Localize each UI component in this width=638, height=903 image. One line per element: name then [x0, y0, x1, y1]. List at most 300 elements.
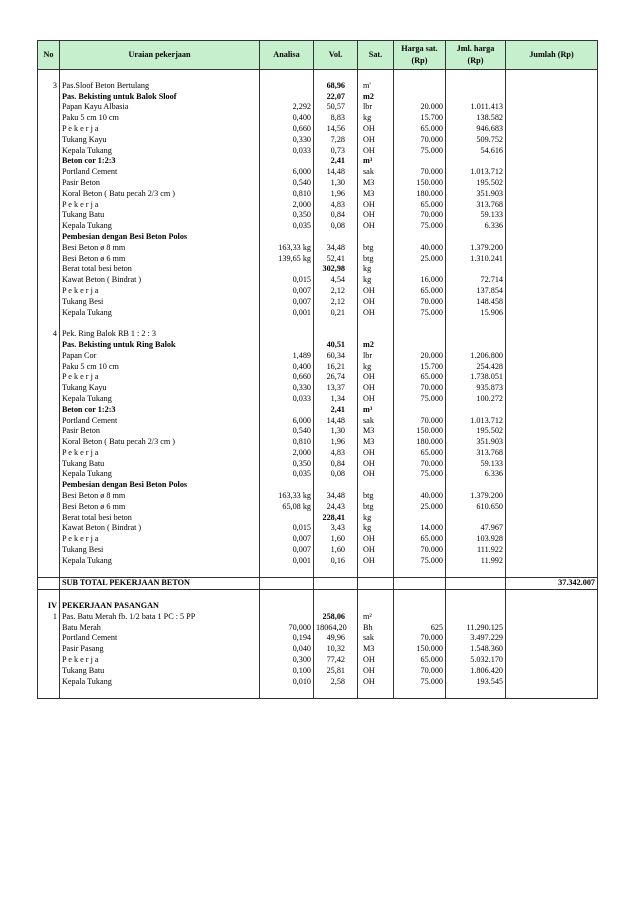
- row-total: [506, 340, 598, 351]
- table-row: [38, 124, 598, 135]
- row-number: [38, 232, 60, 243]
- row-unit-price: 40.000: [394, 491, 446, 502]
- row-description: SUB TOTAL PEKERJAAN BETON: [60, 578, 260, 590]
- row-unit-price: 70.000: [394, 416, 446, 427]
- row-volume: [314, 70, 358, 81]
- row-unit: [358, 329, 394, 340]
- row-unit-price: 75.000: [394, 469, 446, 480]
- row-unit: OH: [358, 534, 394, 545]
- row-unit: kg: [358, 362, 394, 373]
- row-number: [38, 70, 60, 81]
- row-amount: 313.768: [446, 448, 506, 459]
- row-description: Kepala Tukang: [60, 469, 260, 480]
- row-unit: btg: [358, 502, 394, 513]
- row-volume: 18064,20: [314, 623, 358, 634]
- row-volume: 4,54: [314, 275, 358, 286]
- row-number: [38, 469, 60, 480]
- row-analysis: 0,007: [260, 534, 314, 545]
- row-unit: Bh: [358, 623, 394, 634]
- row-unit: [358, 687, 394, 698]
- row-total: [506, 405, 598, 416]
- row-unit: M3: [358, 644, 394, 655]
- table-row: [38, 156, 598, 167]
- row-amount: [446, 513, 506, 524]
- row-total: [506, 513, 598, 524]
- header-no: No: [38, 41, 60, 70]
- row-volume: 2,58: [314, 677, 358, 688]
- row-amount: [446, 480, 506, 491]
- row-unit-price: 15.700: [394, 113, 446, 124]
- row-total: [506, 437, 598, 448]
- row-number: [38, 113, 60, 124]
- row-unit-price: 70.000: [394, 210, 446, 221]
- table-row: [38, 210, 598, 221]
- row-volume: 24,43: [314, 502, 358, 513]
- table-row: [38, 655, 598, 666]
- row-unit: OH: [358, 666, 394, 677]
- row-description: Tukang Kayu: [60, 135, 260, 146]
- row-analysis: 2,000: [260, 200, 314, 211]
- table-row: [38, 329, 598, 340]
- row-unit-price: 180.000: [394, 437, 446, 448]
- row-unit: [358, 480, 394, 491]
- row-analysis: 6,000: [260, 167, 314, 178]
- row-analysis: 0,035: [260, 469, 314, 480]
- table-row: [38, 81, 598, 92]
- row-unit: [358, 232, 394, 243]
- row-number: [38, 92, 60, 103]
- row-amount: 3.497.229: [446, 633, 506, 644]
- row-amount: 1.310.241: [446, 254, 506, 265]
- row-unit: btg: [358, 254, 394, 265]
- table-row: [38, 633, 598, 644]
- cost-table: [37, 40, 598, 699]
- row-analysis: [260, 70, 314, 81]
- row-analysis: [260, 590, 314, 601]
- row-volume: 0,08: [314, 221, 358, 232]
- row-unit: OH: [358, 297, 394, 308]
- row-description: [60, 567, 260, 578]
- row-number: [38, 491, 60, 502]
- row-unit: OH: [358, 459, 394, 470]
- row-volume: 52,41: [314, 254, 358, 265]
- table-row: [38, 416, 598, 427]
- row-analysis: [260, 92, 314, 103]
- row-unit-price: 75.000: [394, 221, 446, 232]
- row-unit-price: 16.000: [394, 275, 446, 286]
- row-unit-price: 70.000: [394, 135, 446, 146]
- row-description: Portland Cement: [60, 167, 260, 178]
- row-unit-price: [394, 612, 446, 623]
- row-amount: 1.013.712: [446, 167, 506, 178]
- row-analysis: 0,015: [260, 523, 314, 534]
- row-description: Paku 5 cm 10 cm: [60, 362, 260, 373]
- header-unit-price: [394, 41, 446, 70]
- row-analysis: 0,540: [260, 426, 314, 437]
- row-unit-price: 625: [394, 623, 446, 634]
- row-analysis: 0,010: [260, 677, 314, 688]
- row-volume: 1,30: [314, 178, 358, 189]
- row-analysis: [260, 340, 314, 351]
- row-total: [506, 502, 598, 513]
- table-row: [38, 135, 598, 146]
- row-amount: 103.928: [446, 534, 506, 545]
- row-amount: 195.502: [446, 426, 506, 437]
- row-number: [38, 459, 60, 470]
- row-total: [506, 601, 598, 612]
- row-amount: 254.428: [446, 362, 506, 373]
- row-description: Portland Cement: [60, 633, 260, 644]
- row-analysis: 0,660: [260, 372, 314, 383]
- row-description: Pembesian dengan Besi Beton Polos: [60, 232, 260, 243]
- table-row: [38, 394, 598, 405]
- row-analysis: [260, 513, 314, 524]
- row-unit: btg: [358, 243, 394, 254]
- row-amount: [446, 405, 506, 416]
- row-description: Tukang Batu: [60, 666, 260, 677]
- header-unit-price-line2: (Rp): [411, 56, 428, 65]
- row-amount: 1.806.420: [446, 666, 506, 677]
- row-total: [506, 677, 598, 688]
- row-unit-price: [394, 687, 446, 698]
- row-number: [38, 405, 60, 416]
- row-description: Besi Beton ø 6 mm: [60, 502, 260, 513]
- row-unit: [358, 318, 394, 329]
- row-amount: 351.903: [446, 189, 506, 200]
- row-number: [38, 426, 60, 437]
- row-unit: OH: [358, 286, 394, 297]
- row-amount: [446, 340, 506, 351]
- row-unit-price: 20.000: [394, 102, 446, 113]
- row-total: [506, 200, 598, 211]
- row-unit: kg: [358, 275, 394, 286]
- row-amount: 1.548.360: [446, 644, 506, 655]
- row-amount: 15.906: [446, 308, 506, 319]
- row-total: [506, 448, 598, 459]
- row-volume: 2,41: [314, 156, 358, 167]
- row-description: Tukang Besi: [60, 545, 260, 556]
- row-number: [38, 644, 60, 655]
- row-unit: [358, 590, 394, 601]
- row-amount: [446, 567, 506, 578]
- row-volume: 258,06: [314, 612, 358, 623]
- row-analysis: 0,330: [260, 383, 314, 394]
- row-analysis: 0,540: [260, 178, 314, 189]
- row-unit-price: 65.000: [394, 286, 446, 297]
- row-volume: 4,83: [314, 448, 358, 459]
- row-unit-price: [394, 92, 446, 103]
- row-unit-price: [394, 513, 446, 524]
- row-amount: 351.903: [446, 437, 506, 448]
- row-total: [506, 426, 598, 437]
- table-row: [38, 513, 598, 524]
- table-row: [38, 340, 598, 351]
- row-volume: 10,32: [314, 644, 358, 655]
- row-analysis: 0,007: [260, 545, 314, 556]
- row-description: P e k e r j a: [60, 124, 260, 135]
- table-row: [38, 437, 598, 448]
- row-amount: 1.379.200: [446, 491, 506, 502]
- row-analysis: 0,007: [260, 297, 314, 308]
- row-amount: 195.502: [446, 178, 506, 189]
- row-description: Tukang Batu: [60, 459, 260, 470]
- row-unit-price: 70.000: [394, 633, 446, 644]
- row-total: [506, 318, 598, 329]
- row-volume: 77,42: [314, 655, 358, 666]
- row-number: [38, 254, 60, 265]
- table-row: [38, 297, 598, 308]
- row-volume: 0,73: [314, 146, 358, 157]
- row-unit: m³: [358, 405, 394, 416]
- row-volume: 3,43: [314, 523, 358, 534]
- row-unit-price: 15.700: [394, 362, 446, 373]
- row-analysis: [260, 156, 314, 167]
- row-unit-price: 150.000: [394, 178, 446, 189]
- row-unit-price: 75.000: [394, 146, 446, 157]
- table-row: [38, 448, 598, 459]
- row-number: [38, 308, 60, 319]
- row-description: Besi Beton ø 6 mm: [60, 254, 260, 265]
- row-description: Papan Cor: [60, 351, 260, 362]
- row-unit-price: 25.000: [394, 254, 446, 265]
- row-description: Portland Cement: [60, 416, 260, 427]
- row-volume: 14,48: [314, 416, 358, 427]
- row-volume: 13,37: [314, 383, 358, 394]
- row-analysis: 6,000: [260, 416, 314, 427]
- row-amount: 935.873: [446, 383, 506, 394]
- row-unit-price: 40.000: [394, 243, 446, 254]
- row-volume: 2,12: [314, 297, 358, 308]
- row-volume: 228,41: [314, 513, 358, 524]
- row-total: [506, 480, 598, 491]
- table-row: [38, 362, 598, 373]
- row-total: [506, 469, 598, 480]
- table-row: [38, 677, 598, 688]
- row-unit-price: [394, 405, 446, 416]
- row-unit-price: [394, 590, 446, 601]
- row-total: [506, 70, 598, 81]
- row-amount: [446, 687, 506, 698]
- row-analysis: 0,015: [260, 275, 314, 286]
- row-analysis: 0,100: [260, 666, 314, 677]
- row-description: P e k e r j a: [60, 372, 260, 383]
- row-unit: sak: [358, 416, 394, 427]
- row-unit: kg: [358, 523, 394, 534]
- row-total: [506, 275, 598, 286]
- row-unit: m2: [358, 340, 394, 351]
- row-total: [506, 491, 598, 502]
- row-unit: OH: [358, 556, 394, 567]
- row-analysis: 139,65 kg: [260, 254, 314, 265]
- row-amount: 1.206.800: [446, 351, 506, 362]
- row-analysis: 0,194: [260, 633, 314, 644]
- row-volume: [314, 567, 358, 578]
- row-total: [506, 590, 598, 601]
- blank-row: [38, 590, 598, 601]
- row-analysis: 1,489: [260, 351, 314, 362]
- row-amount: 610.650: [446, 502, 506, 513]
- row-total: [506, 210, 598, 221]
- row-unit-price: [394, 567, 446, 578]
- table-row: [38, 221, 598, 232]
- row-total: [506, 92, 598, 103]
- row-analysis: [260, 405, 314, 416]
- row-unit: kg: [358, 264, 394, 275]
- row-volume: 8,83: [314, 113, 358, 124]
- table-row: [38, 232, 598, 243]
- row-description: Pas. Batu Merah fb. 1/2 bata 1 PC : 5 PP: [60, 612, 260, 623]
- row-total: [506, 372, 598, 383]
- row-description: Kawat Beton ( Bindrat ): [60, 523, 260, 534]
- row-amount: 47.967: [446, 523, 506, 534]
- row-number: 4: [38, 329, 60, 340]
- row-unit-price: 75.000: [394, 677, 446, 688]
- row-analysis: 0,040: [260, 644, 314, 655]
- row-unit-price: [394, 480, 446, 491]
- row-unit-price: 180.000: [394, 189, 446, 200]
- row-volume: 0,21: [314, 308, 358, 319]
- row-volume: 14,56: [314, 124, 358, 135]
- row-description: Batu Merah: [60, 623, 260, 634]
- row-analysis: 0,810: [260, 189, 314, 200]
- row-amount: 509.752: [446, 135, 506, 146]
- row-analysis: 0,350: [260, 210, 314, 221]
- row-volume: 26,74: [314, 372, 358, 383]
- row-amount: 6.336: [446, 221, 506, 232]
- row-unit-price: 75.000: [394, 556, 446, 567]
- row-volume: 302,98: [314, 264, 358, 275]
- table-row: [38, 623, 598, 634]
- row-amount: 59.133: [446, 459, 506, 470]
- row-total: [506, 308, 598, 319]
- row-number: [38, 534, 60, 545]
- row-unit: kg: [358, 113, 394, 124]
- row-number: [38, 178, 60, 189]
- row-number: 1: [38, 612, 60, 623]
- row-unit: btg: [358, 491, 394, 502]
- row-description: P e k e r j a: [60, 448, 260, 459]
- table-row: [38, 405, 598, 416]
- row-number: [38, 480, 60, 491]
- row-analysis: 65,08 kg: [260, 502, 314, 513]
- row-number: [38, 146, 60, 157]
- row-description: Papan Kayu Albasia: [60, 102, 260, 113]
- header-unit: Sat.: [358, 41, 394, 70]
- row-number: [38, 275, 60, 286]
- row-analysis: 2,292: [260, 102, 314, 113]
- row-total: [506, 534, 598, 545]
- row-total: [506, 666, 598, 677]
- row-unit-price: 70.000: [394, 459, 446, 470]
- row-total: [506, 124, 598, 135]
- row-number: [38, 210, 60, 221]
- header-unit-price-line1: Harga sat.: [401, 44, 438, 53]
- row-unit: OH: [358, 545, 394, 556]
- row-volume: [314, 601, 358, 612]
- row-analysis: 0,033: [260, 146, 314, 157]
- row-analysis: 0,007: [260, 286, 314, 297]
- row-amount: 6.336: [446, 469, 506, 480]
- row-description: P e k e r j a: [60, 200, 260, 211]
- row-unit: m³: [358, 156, 394, 167]
- row-description: Besi Beton ø 8 mm: [60, 243, 260, 254]
- row-unit-price: 25.000: [394, 502, 446, 513]
- row-unit-price: [394, 70, 446, 81]
- row-description: Tukang Batu: [60, 210, 260, 221]
- row-total: [506, 232, 598, 243]
- row-description: [60, 318, 260, 329]
- header-amount-line2: (Rp): [467, 56, 484, 65]
- row-total: 37.342.007: [506, 578, 598, 590]
- row-analysis: [260, 318, 314, 329]
- row-amount: [446, 318, 506, 329]
- row-unit: sak: [358, 633, 394, 644]
- row-amount: 138.582: [446, 113, 506, 124]
- table-row: [38, 469, 598, 480]
- row-total: [506, 394, 598, 405]
- row-number: [38, 556, 60, 567]
- table-row: [38, 113, 598, 124]
- row-unit: OH: [358, 372, 394, 383]
- row-total: [506, 189, 598, 200]
- header-description: Uraian pekerjaan: [60, 41, 260, 70]
- row-unit: m': [358, 81, 394, 92]
- row-description: Kepala Tukang: [60, 556, 260, 567]
- row-analysis: 0,033: [260, 394, 314, 405]
- row-total: [506, 687, 598, 698]
- row-number: [38, 687, 60, 698]
- row-description: Pas.Sloof Beton Bertulang: [60, 81, 260, 92]
- row-number: [38, 200, 60, 211]
- row-amount: [446, 329, 506, 340]
- row-amount: 1.013.712: [446, 416, 506, 427]
- row-volume: 14,48: [314, 167, 358, 178]
- row-number: [38, 394, 60, 405]
- row-unit-price: 65.000: [394, 372, 446, 383]
- row-amount: [446, 156, 506, 167]
- row-analysis: 0,035: [260, 221, 314, 232]
- row-analysis: 0,810: [260, 437, 314, 448]
- row-amount: 72.714: [446, 275, 506, 286]
- row-volume: [314, 578, 358, 590]
- row-volume: 7,28: [314, 135, 358, 146]
- row-volume: 16,21: [314, 362, 358, 373]
- row-volume: 25,81: [314, 666, 358, 677]
- row-unit-price: 65.000: [394, 200, 446, 211]
- row-analysis: 2,000: [260, 448, 314, 459]
- row-unit: M3: [358, 178, 394, 189]
- row-total: [506, 329, 598, 340]
- row-volume: 1,96: [314, 437, 358, 448]
- row-unit: OH: [358, 677, 394, 688]
- row-volume: 50,57: [314, 102, 358, 113]
- row-unit-price: [394, 264, 446, 275]
- row-unit: lbr: [358, 351, 394, 362]
- row-amount: 148.458: [446, 297, 506, 308]
- row-unit-price: 75.000: [394, 394, 446, 405]
- row-analysis: 0,400: [260, 113, 314, 124]
- row-unit-price: [394, 232, 446, 243]
- row-total: [506, 623, 598, 634]
- row-number: [38, 502, 60, 513]
- row-unit: OH: [358, 221, 394, 232]
- row-unit: [358, 578, 394, 590]
- row-amount: [446, 70, 506, 81]
- row-amount: [446, 590, 506, 601]
- row-amount: [446, 264, 506, 275]
- row-unit: M3: [358, 189, 394, 200]
- row-description: Besi Beton ø 8 mm: [60, 491, 260, 502]
